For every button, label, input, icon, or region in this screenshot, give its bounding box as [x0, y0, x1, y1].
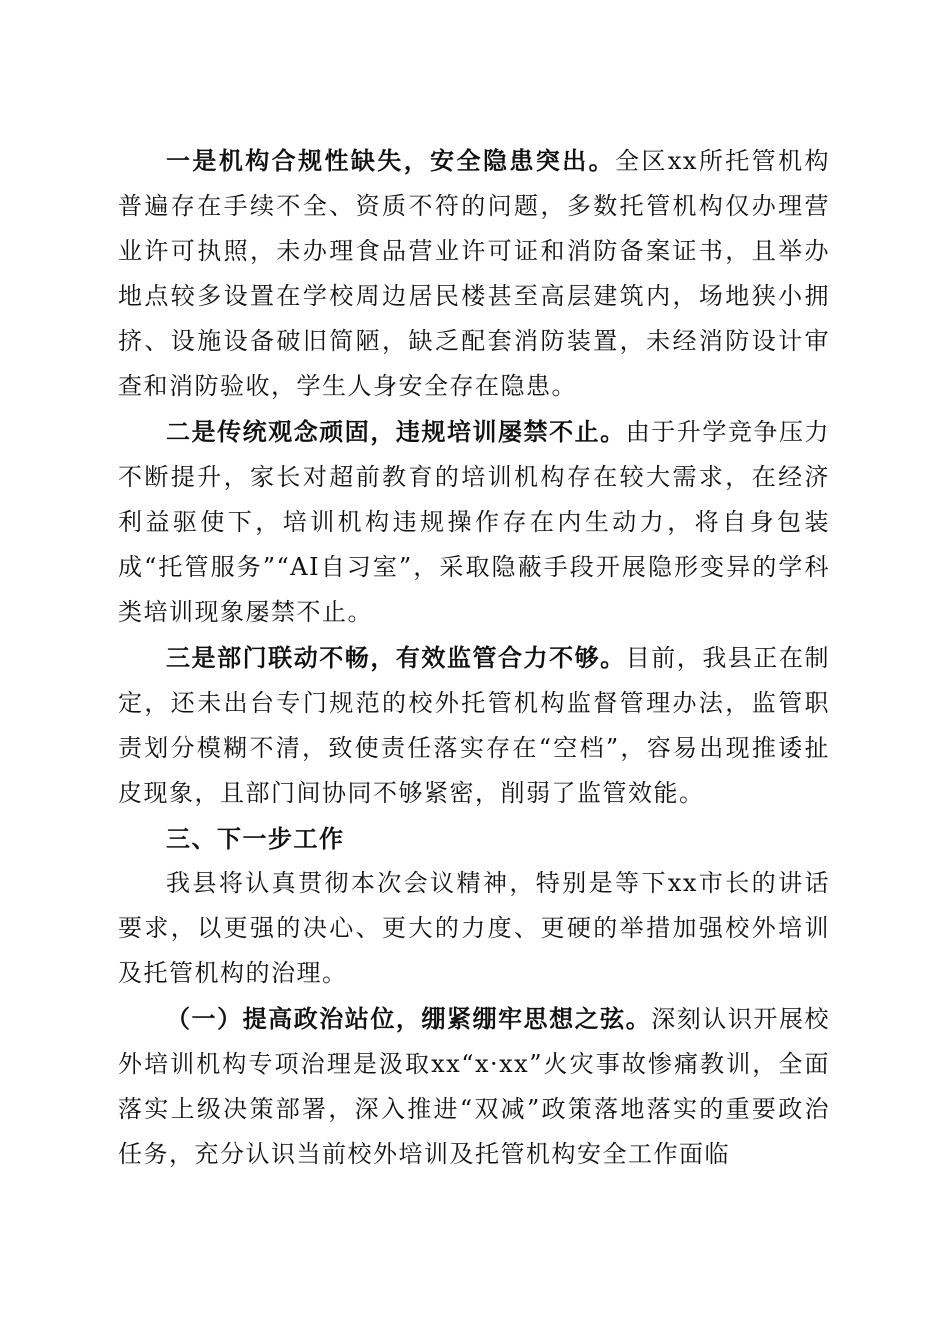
paragraph-text: 目前，我县正在制定，还未出台专门规范的校外托管机构监督管理办法，监管职责划分模糊不清，致使责任落实存在“空档”，容易出现推诿扯皮现象，且部门间协同不够紧密，削弱了监管效能。 — [118, 644, 830, 807]
paragraph-text: 由于升学竞争压力不断提升，家长对超前教育的培训机构存在较大需求，在经济利益驱使下，培训机构违规操作存在内生动力，将自身包装成“托管服务”“AI自习室”，采取隐蔽手段开展隐形变异的学科类培训现象屡禁不止。 — [118, 418, 830, 626]
paragraph-department-coordination — [118, 635, 830, 816]
paragraph-text: 全区xx所托管机构普遍存在手续不全、资质不符的问题，多数托管机构仅办理营业许可执照，未办理食品营业许可证和消防备案证书，且举办地点较多设置在学校周边居民楼甚至高层建筑内，场地狭小拥挤、设施设备破旧简陋，缺乏配套消防装置，未经消防设计审查和消防验收，学生人身安全存在隐患。 — [118, 147, 830, 400]
paragraph-lead: 一是机构合规性缺失，安全隐患突出。 — [166, 146, 616, 175]
document-body — [118, 138, 830, 1177]
sub-item-paragraph — [118, 996, 830, 1177]
paragraph-illegal-training — [118, 409, 830, 635]
paragraph-lead: 三是部门联动不畅，有效监管合力不够。 — [166, 643, 626, 672]
sub-item-text: 深刻认识开展校外培训机构专项治理是汲取xx“x·xx”火灾事故惨痛教训，全面落实上级决策部署，深入推进“双减”政策落地落实的重要政治任务，充分认识当前校外培训及托管机构安全工作面临 — [118, 1005, 831, 1168]
section-heading: 三、下一步工作 — [166, 824, 345, 853]
intro-paragraph: 我县将认真贯彻本次会议精神，特别是等下xx市长的讲话要求，以更强的决心、更大的力度、更硬的举措加强校外培训及托管机构的治理。 — [118, 869, 830, 987]
paragraph-compliance — [118, 138, 830, 409]
paragraph-lead: 二是传统观念顽固，违规培训屡禁不止。 — [166, 417, 626, 446]
sub-item-lead: （一）提高政治站位，绷紧绷牢思想之弦。 — [166, 1004, 652, 1033]
